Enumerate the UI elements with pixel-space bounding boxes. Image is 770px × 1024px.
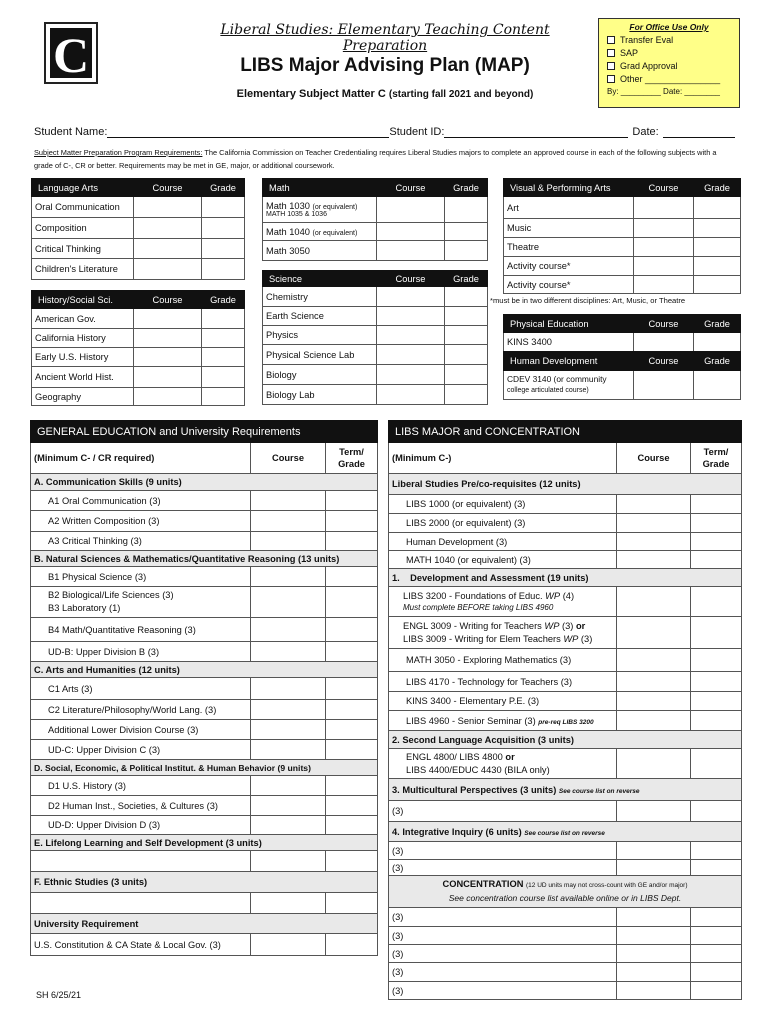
table-row: LIBS 3200 - Foundations of Educ. WP (4) Must complete BEFORE taking LIBS 4960 [389, 587, 742, 617]
table-row [31, 851, 378, 872]
pe-table: Physical Education Course Grade KINS 3400 [503, 314, 741, 352]
table-row: D1 U.S. History (3) [31, 776, 378, 796]
table-row: B4 Math/Quantitative Reasoning (3) [31, 618, 378, 642]
table-row: B2 Biological/Life Sciences (3) B3 Laboratory (1) [31, 587, 378, 618]
student-id-field[interactable] [444, 126, 628, 138]
table-row: Physical Science Lab [263, 345, 488, 365]
table-row: Activity course* [504, 276, 741, 294]
table-row: Geography [32, 388, 245, 406]
ge-table: GENERAL EDUCATION and University Requirements (Minimum C- / CR required) Course Term/ Grade A. Communication Skills (9 units) A1 Oral Communication (3) A2 Written Composition (3) A3 Critical Thinking (3) B. Natural Sciences & Mathematics/Quantitative Reasoning (13 units) B1 Physical Science (3) B2 Biological/Life Sciences (3) B3 Laboratory (1) B4 Math/Quantitative Reasoning (3) UD-B: Upper Division B (3) C. Arts and Humanities (12 units) C1 Arts (3) C2 Literature/Philosophy/World Lang. (3) Additional Lower Division Course (3) UD-C: Upper Division C (3) D. Social, Economic, & Political Institut. & Human Behavior (9 units) D1 U.S. History (3) D2 Human Inst., Societies, & Cultures (3) UD-D: Upper Division D (3) E. Lifelong Learning and Self Development (3 units) F. Ethnic Studies (3 units) University Requirement U.S. Constitution & CA State & Local Gov. (3) [30, 420, 378, 956]
table-row: MATH 1040 (or equivalent) (3) [389, 551, 742, 569]
table-row: Critical Thinking [32, 239, 245, 259]
human-development-table: Human Development Course Grade CDEV 3140 (or community college articulated course) [503, 351, 741, 400]
table-row: Theatre [504, 238, 741, 257]
table-row: Music [504, 219, 741, 238]
table-row: California History [32, 329, 245, 348]
table-row: A1 Oral Communication (3) [31, 491, 378, 511]
table-row: LIBS 4960 - Senior Seminar (3) pre-req LIBS 3200 [389, 711, 742, 731]
table-row: Ancient World Hist. [32, 367, 245, 388]
table-row: A2 Written Composition (3) [31, 511, 378, 532]
vpa-table: Visual & Performing Arts Course Grade Art Music Theatre Activity course* Activity course* [503, 178, 741, 294]
table-row: LIBS 2000 (or equivalent) (3) [389, 514, 742, 533]
table-row: Math 1040 (or equivalent) [263, 223, 488, 241]
table-row: Human Development (3) [389, 533, 742, 551]
table-row: ENGL 4800/ LIBS 4800 or LIBS 4400/EDUC 4430 (BILA only) [389, 749, 742, 779]
table-row: C2 Literature/Philosophy/World Lang. (3) [31, 700, 378, 720]
table-row: Chemistry [263, 287, 488, 307]
table-row: American Gov. [32, 309, 245, 329]
university-logo: C [44, 22, 98, 84]
table-row: UD-B: Upper Division B (3) [31, 642, 378, 662]
table-row: ENGL 3009 - Writing for Teachers WP (3) or LIBS 3009 - Writing for Elem Teachers WP (3) [389, 617, 742, 649]
table-row: UD-C: Upper Division C (3) [31, 740, 378, 760]
table-row: (3) [389, 860, 742, 876]
table-row: D2 Human Inst., Societies, & Cultures (3) [31, 796, 378, 816]
table-row: A3 Critical Thinking (3) [31, 532, 378, 551]
table-row: U.S. Constitution & CA State & Local Gov. (3) [31, 934, 378, 956]
transfer-eval-checkbox[interactable] [607, 36, 615, 44]
student-info-line: Student Name: Student ID: Date: [34, 126, 738, 138]
table-row: LIBS 1000 (or equivalent) (3) [389, 495, 742, 514]
table-row: (3) [389, 908, 742, 927]
program-name: Liberal Studies: Elementary Teaching Content Preparation [220, 22, 550, 54]
libs-table: LIBS MAJOR and CONCENTRATION (Minimum C-) Course Term/ Grade Liberal Studies Pre/co-requisites (12 units) LIBS 1000 (or equivalent) (3) LIBS 2000 (or equivalent) (3) Human Development (3) MATH 1040 (or equivalent) (3) 1. Development and Assessment (19 units) LIBS 3200 - Foundations of Educ. WP (4) Must complete BEFORE taking LIBS 4960 ENGL 3009 - Writing for Teachers WP (3) or LIBS 3009 - Writing for Elem Teachers WP (3) MATH 3050 - Exploring Mathematics (3) LIBS 4170 - Technology for Teachers (3) KINS 3400 - Elementary P.E. (3) LIBS 4960 - Senior Seminar (3) pre-req LIBS 3200 2. Second Language Acquisition (3 units) ENGL 4800/ LIBS 4800 or LIBS 4400/EDUC 4430 (BILA only) 3. Multicultural Perspectives (3 units) See course list on reverse (3) 4. Integrative Inquiry (6 units) See course list on reverse (3) (3) CONCENTRATION (12 UD units may not cross-count with GE and/or major) See concentration course list available online or in LIBS Dept. (3) (3) (3) (3) (3) [388, 420, 742, 1000]
history-table: History/Social Sci. Course Grade American Gov. California History Early U.S. History Ancient World Hist. Geography [31, 290, 245, 406]
page-subtitle: Elementary Subject Matter C (starting fall 2021 and beyond) [236, 88, 534, 100]
table-row: Children's Literature [32, 259, 245, 280]
math-table: Math Course Grade Math 1030 (or equivalent) MATH 1035 & 1036 Math 1040 (or equivalent) Math 3050 [262, 178, 488, 261]
date-field[interactable] [663, 126, 735, 138]
page-title: LIBS Major Advising Plan (MAP) [240, 55, 530, 76]
grad-approval-checkbox[interactable] [607, 62, 615, 70]
vpa-note: *must be in two different disciplines: Art, Music, or Theatre [490, 296, 686, 305]
table-row: KINS 3400 [504, 333, 741, 352]
table-row: Early U.S. History [32, 348, 245, 367]
table-row: (3) [389, 801, 742, 822]
footer-code: SH 6/25/21 [36, 990, 82, 1000]
table-row: Additional Lower Division Course (3) [31, 720, 378, 740]
table-row: LIBS 4170 - Technology for Teachers (3) [389, 672, 742, 692]
table-row: (3) [389, 945, 742, 963]
requirements-note: Subject Matter Preparation Program Requirements: The California Commission on Teacher Credentialing requires Liberal Studies majors to complete an approved course in each of the following subjects with a grade of C-, CR or better. Requirements may be met in GE, major, or additional coursework. [34, 148, 717, 170]
science-table: Science Course Grade Chemistry Earth Science Physics Physical Science Lab Biology Biology Lab [262, 270, 488, 405]
table-row: Art [504, 197, 741, 219]
table-row: Composition [32, 218, 245, 239]
table-row: Physics [263, 326, 488, 345]
student-name-field[interactable] [107, 126, 389, 138]
table-row: Math 3050 [263, 241, 488, 261]
table-row: Earth Science [263, 307, 488, 326]
table-row: (3) [389, 963, 742, 982]
table-row [31, 893, 378, 914]
table-row: Biology Lab [263, 385, 488, 405]
table-row: MATH 3050 - Exploring Mathematics (3) [389, 649, 742, 672]
table-row: CDEV 3140 (or community college articulated course) [504, 371, 741, 400]
table-row: B1 Physical Science (3) [31, 567, 378, 587]
table-row: KINS 3400 - Elementary P.E. (3) [389, 692, 742, 711]
table-row: C1 Arts (3) [31, 678, 378, 700]
table-row: (3) [389, 842, 742, 860]
table-row: Activity course* [504, 257, 741, 276]
sap-checkbox[interactable] [607, 49, 615, 57]
table-row: Math 1030 (or equivalent) MATH 1035 & 1036 [263, 197, 488, 223]
table-row: Biology [263, 365, 488, 385]
table-row: Oral Communication [32, 197, 245, 218]
table-row: UD-D: Upper Division D (3) [31, 816, 378, 835]
table-row: (3) [389, 982, 742, 1000]
office-use-box: For Office Use Only Transfer Eval SAP Grad Approval Other _______________ By: _________ Date: ________ [598, 18, 740, 108]
language-arts-table: Language Arts Course Grade Oral Communication Composition Critical Thinking Children's Literature [31, 178, 245, 280]
table-row: (3) [389, 927, 742, 945]
other-checkbox[interactable] [607, 75, 615, 83]
